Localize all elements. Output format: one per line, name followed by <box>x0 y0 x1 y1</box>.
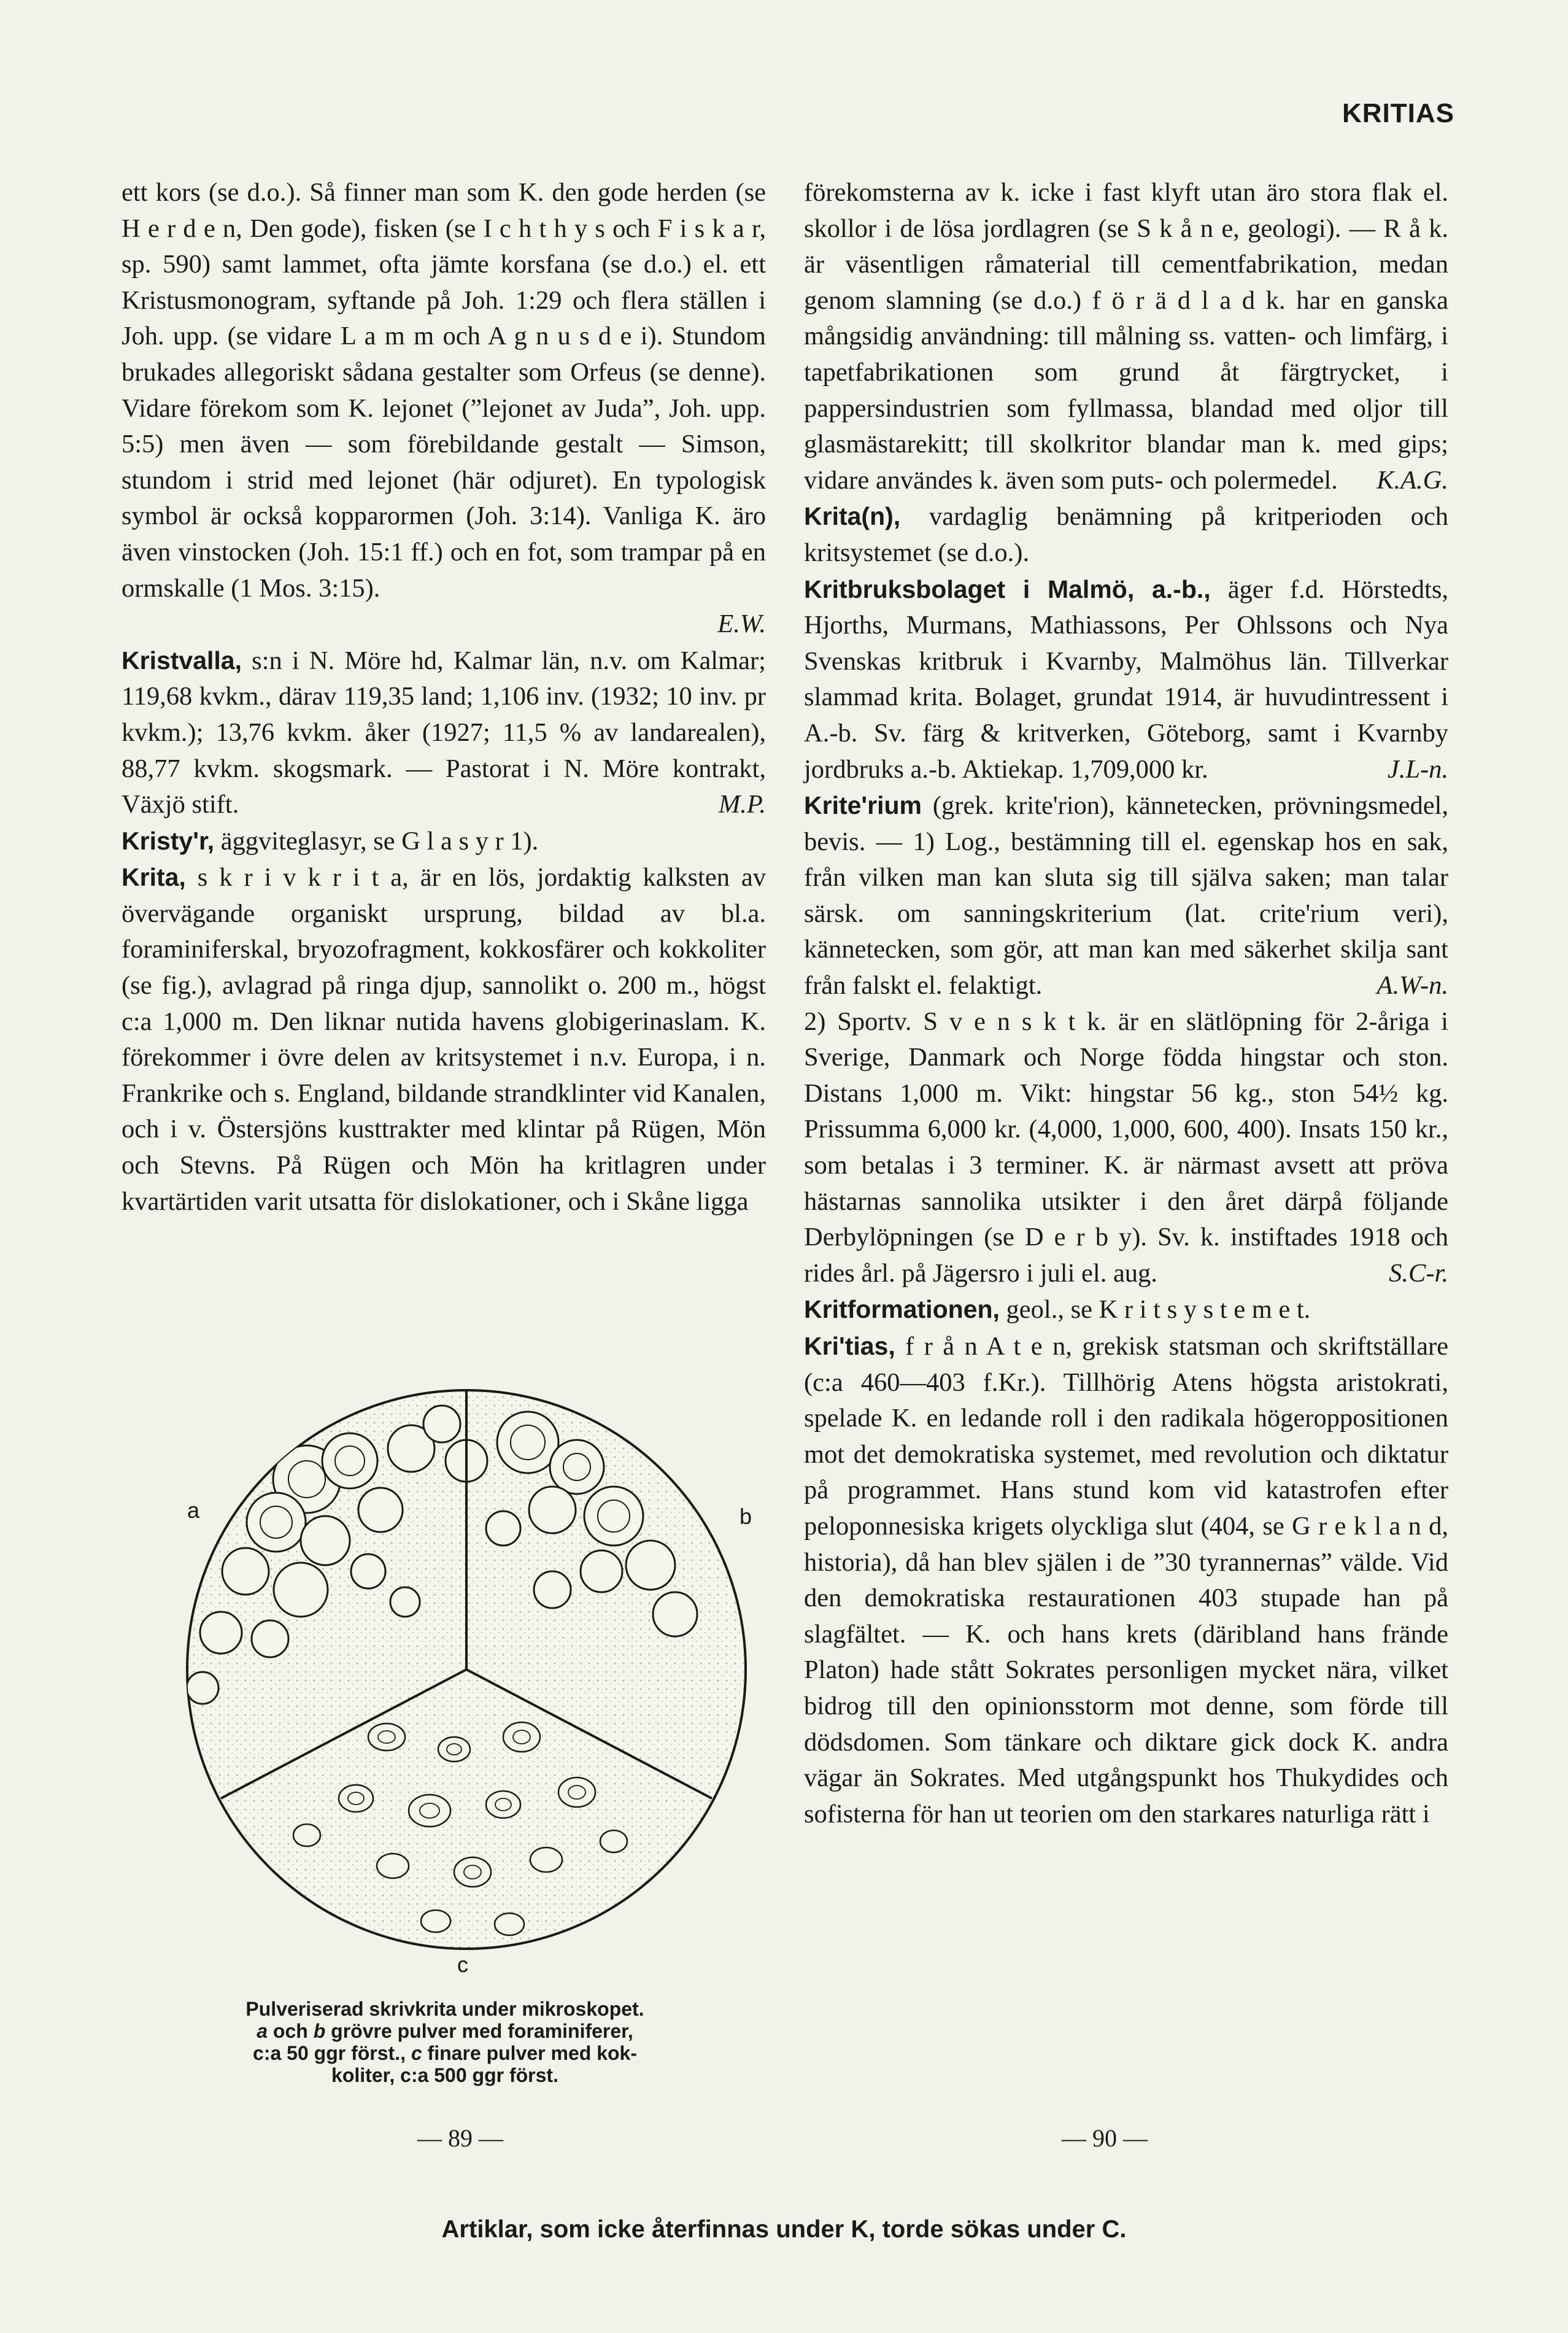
entry-krita-continued <box>804 175 1448 498</box>
entry-text: f r å n A t e n, grekisk statsman och skriftställare (c:a 460—403 f.Kr.). Tillhörig Atens högsta aristokrati, spelade K. en ledande roll i den radikala högeroppositionen mot det demokratiska systemet, med revolution och diktatur på programmet. Hans stund kom vid katastrofen efter peloponnesiska krigets olyckliga slut (404, se G r e k l a n d, historia), då han blev själen i de ”30 tyrannernas” välde. Vid den demokratiska restaurationen 403 stupade han på slagfältet. — K. och hans krets (däribland hans frände Platon) hade stått Sokrates personligen mycket nära, vilket bidrog till den opinionsstorm mot denne, som förde till dödsdomen. Som tänkare och diktare gick dock K. andra vägar än Sokrates. Med utgångspunkt hos Thukydides och sofisterna för han ut teorien om den starkares naturliga rätt i <box>804 1332 1448 1828</box>
entry-headword: Krita, <box>122 863 186 892</box>
entry-kritan <box>804 498 1448 571</box>
entry-kristvalla <box>122 643 766 823</box>
page-number-left: — 89 — <box>417 2124 503 2152</box>
figure-label-a: a <box>187 1498 200 1523</box>
author-signature: J.L-n. <box>1387 754 1448 784</box>
page-number-right: — 90 — <box>1062 2124 1148 2152</box>
caption-line: Pulveriserad skrivkrita under mikroskopet. <box>245 1998 644 2020</box>
entry-headword: Kritformationen, <box>804 1295 1000 1324</box>
entry-kriterium <box>804 787 1448 1004</box>
entry-headword: Kristvalla, <box>122 646 242 675</box>
entry-text: geol., se K r i t s y s t e m e t. <box>1006 1295 1311 1325</box>
figure-label-b: b <box>740 1504 752 1529</box>
author-signature: M.P. <box>718 790 766 819</box>
entry-text: s:n i N. Möre hd, Kalmar län, n.v. om Kalmar; 119,68 kvkm., därav 119,35 land; 1,106 inv. (1932; 10 inv. pr kvkm.); 13,76 kvkm. åker (1927; 11,5 % av landarealen), 88,77 kvkm. skogsmark. — Pastorat i N. Möre kontrakt, Växjö stift. <box>122 646 766 819</box>
footer-note: Artiklar, som icke återfinnas under K, torde sökas under C. <box>441 2216 1127 2243</box>
entry-text: förekomsterna av k. icke i fast klyft utan äro stora flak el. skollor i de lösa jordlagren (se S k å n e, geologi). — R å k. är väsentligen råmaterial till cementfabrikation, medan genom slamning (se d.o.) f ö r ä d l a d k. har en ganska mångsidig användning: till målning ss. vatten- och limfärg, i tapetfabrikationen som grund åt färgtrycket, i pappersindustrien som fyllmassa, blandad med oljor till glasmästarekitt; till skolkritor blandar man k. med gips; vidare användes k. även som puts- och polermedel. <box>804 178 1448 495</box>
entry-text: vardaglig benämning på kritperioden och kritsystemet (se d.o.). <box>804 502 1449 567</box>
entry-headword: Krite'rium <box>804 791 922 820</box>
entry-text: s k r i v k r i t a, är en lös, jordaktig kalksten av övervägande organiskt ursprung, bildad av bl.a. foraminiferskal, bryozofragment, kokkosfärer och kokkoliter (se fig.), avlagrad på ringa djup, sannolikt o. 200 m., högst c:a 1,000 m. Den liknar nutida havens globigerinaslam. K. förekommer i övre delen av kritsystemet i n.v. Europa, i n. Frankrike och s. England, bildande strandklinter vid Kanalen, och i v. Östersjöns kusttrakter med klintar på Rügen, Mön och Stevns. På Rügen och Mön ha kritlagren under kvartärtiden varit utsatta för dislokationer, och i Skåne ligga <box>122 863 767 1216</box>
entry-kristyr <box>122 823 766 860</box>
left-column <box>122 175 766 1220</box>
entry-headword: Kristy'r, <box>122 826 215 855</box>
entry-krita <box>122 859 766 1220</box>
entry-kritformationen <box>804 1291 1448 1328</box>
caption-line: c:a 50 ggr först., c finare pulver med kok- <box>253 2042 637 2064</box>
entry-kriterium-sport <box>804 1004 1448 1292</box>
entry-kritbruksbolaget <box>804 571 1448 788</box>
entry-text: äggviteglasyr, se G l a s y r 1). <box>220 826 539 856</box>
entry-headword: Krita(n), <box>804 502 901 531</box>
entry-text: äger f.d. Hörstedts, Hjorths, Murmans, Mathiassons, Per Ohlssons och Nya Svenskas kritbruk i Kvarnby, Malmöhus län. Tillverkar slammad krita. Bolaget, grundat 1914, är huvudintressent i A.-b. Sv. färg & kritverken, Göteborg, samt i Kvarnby jordbruks a.-b. Aktiekap. 1,709,000 kr. <box>804 575 1449 784</box>
caption-line: a och b grövre pulver med foraminiferer, <box>257 2020 633 2042</box>
entry-headword: Kri'tias, <box>804 1332 895 1360</box>
microscope-circle-illustration <box>123 1369 767 1983</box>
author-signature: S.C-r. <box>1389 1258 1448 1288</box>
running-head: KRITIAS <box>1342 98 1454 128</box>
paragraph-kristusbild-continued <box>122 175 766 643</box>
entry-kritias <box>804 1328 1448 1832</box>
author-signature: K.A.G. <box>1377 465 1448 495</box>
entry-text: 2) Sportv. S v e n s k t k. är en slätlöpning för 2-åriga i Sverige, Danmark och Norge födda hingstar och ston. Distans 1,000 m. Vikt: hingstar 56 kg., ston 54½ kg. Prissumma 6,000 kr. (4,000, 1,000, 600, 400). Insats 150 kr., som betalas i 3 terminer. K. är närmast avsett att pröva hästarnas sannolika utsikter i den året därpå följande Derbylöpningen (se D e r b y). Sv. k. instiftades 1918 och rides årl. på Jägersro i juli el. aug. <box>804 1007 1448 1288</box>
author-signature: E.W. <box>717 609 766 639</box>
right-column <box>804 175 1448 1832</box>
microscope-figure <box>123 1369 767 1983</box>
body-text: ett kors (se d.o.). Så finner man som K. den gode herden (se H e r d e n, Den gode), fisken (se I c h t h y s och F i s k a r, sp. 590) samt lammet, ofta jämte korsfana (se d.o.) el. ett Kristusmonogram, syftande på Joh. 1:29 och flera ställen i Joh. upp. (se vidare L a m m och A g n u s d e i). Stundom brukades allegoriskt sådana gestalter som Orfeus (se denne). Vidare förekom som K. lejonet (”lejonet av Juda”, Joh. upp. 5:5) men även — som förebildande gestalt — Simson, stundom i strid med lejonet (här odjuret). En typologisk symbol är också kopparormen (Joh. 3:14). Vanliga K. äro även vinstocken (Joh. 15:1 ff.) och en fot, som trampar på en ormskalle (1 Mos. 3:15). <box>122 178 766 603</box>
entry-text: (grek. krite'rion), kännetecken, prövningsmedel, bevis. — 1) Log., bestämning till el. egenskap hos en sak, från vilken man kan sluta sig till själva saken; man talar särsk. om sanningskriterium (lat. crite'rium veri), kännetecken, som gör, att man kan med säkerhet skilja sant från falskt el. felaktigt. <box>804 791 1448 1000</box>
figure-label-c: c <box>457 1952 468 1977</box>
caption-line: koliter, c:a 500 ggr först. <box>331 2064 558 2086</box>
author-signature: A.W-n. <box>1377 971 1448 1000</box>
figure-caption <box>132 1998 758 2086</box>
entry-headword: Kritbruksbolaget i Malmö, a.-b., <box>804 575 1211 603</box>
